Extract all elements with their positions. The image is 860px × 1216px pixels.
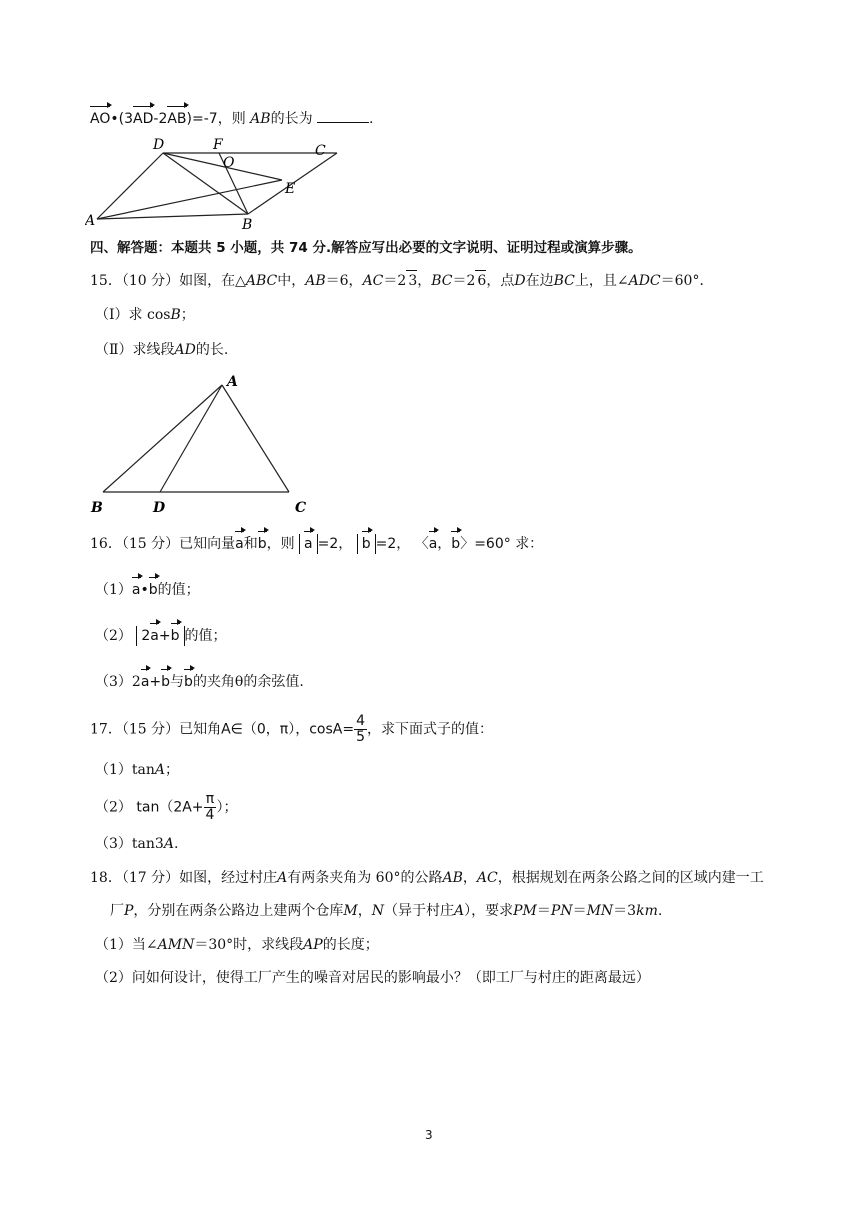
q14-condition-line: AO•(3AD-2AB)=-7，则 AB的长为 .	[90, 108, 373, 129]
sqrt-6: 6	[475, 270, 486, 291]
q18-part-2: （2）问如何设计，使得工厂产生的噪音对居民的影响最小？（即工厂与村庄的距离最远）	[95, 970, 650, 986]
side-ac	[222, 385, 289, 492]
q18-stem-line-1: 18．（17 分）如图，经过村庄A有两条夹角为 60°的公路AB，AC，根据规划在两条公路之间的区域内建一工	[90, 870, 764, 886]
q17-part-1: （1）tanA；	[95, 762, 180, 778]
label-c: C	[295, 500, 307, 516]
label-o: O	[223, 155, 235, 171]
label-b: B	[91, 500, 103, 516]
label-d: D	[153, 500, 166, 516]
edge-ad	[97, 153, 163, 219]
q15-stem: 15．（10 分）如图，在△ABC中，AB＝6，AC＝2 3，BC＝2 6，点D在边BC上，且∠ADC＝60°．	[90, 270, 713, 291]
label-a: A	[227, 374, 238, 390]
page-number: 3	[425, 1128, 433, 1142]
section-heading: 四、解答题：本题共 5 小题，共 74 分.解答应写出必要的文字说明、证明过程或演算步骤。	[90, 240, 642, 256]
q15-part-2: （Ⅱ）求线段AD的长.	[95, 342, 229, 358]
segment-ad	[160, 385, 222, 492]
q17-part-3: （3）tan3A.	[95, 836, 179, 852]
q16-stem: 16．（15 分）已知向量a和b，则 a =2， b =2， 〈a，b〉=60° 求：	[90, 536, 544, 552]
label-c: C	[315, 143, 326, 159]
label-d: D	[153, 137, 165, 153]
label-a: A	[85, 213, 96, 229]
label-b: B	[242, 217, 253, 233]
q18-stem-line-2: 厂P，分别在两条公路边上建两个仓库M，N（异于村庄A），要求PM＝PN＝MN＝3km.	[110, 903, 663, 919]
vector-ao: AO	[90, 111, 111, 127]
q17-part-2: （2） tan（2A+ $\frac{\pi}{4}$ ）；	[95, 791, 238, 823]
q16-part-3: （3）2a+b与b的夹角θ的余弦值.	[95, 674, 304, 690]
q15-part-1: （Ⅰ）求 cosB；	[95, 307, 195, 323]
figure-triangle	[85, 368, 315, 518]
vector-ab: AB	[167, 111, 187, 127]
side-ab	[103, 385, 222, 492]
q16-part-2: （2） 2a+b 的值；	[95, 628, 227, 644]
vector-ad: AD	[133, 111, 154, 127]
label-e: E	[285, 181, 296, 197]
label-f: F	[213, 137, 223, 153]
q18-part-1: （1）当∠AMN＝30°时，求线段AP的长度；	[95, 937, 379, 953]
fraction-pi-4: $\frac{\pi}{4}$	[205, 791, 215, 823]
answer-blank	[317, 108, 369, 123]
fraction-4-5: $\frac{4}{5}$	[356, 713, 365, 745]
q16-part-1: （1）a•b的值；	[95, 582, 200, 598]
segment-ae	[97, 180, 282, 219]
q17-stem: 17．（15 分）已知角A∈（0，π），cosA= $\frac{4}{5}$ ，求下面式子的值：	[90, 713, 493, 745]
sqrt-3: 3	[406, 270, 417, 291]
figure-parallelogram	[85, 135, 345, 233]
